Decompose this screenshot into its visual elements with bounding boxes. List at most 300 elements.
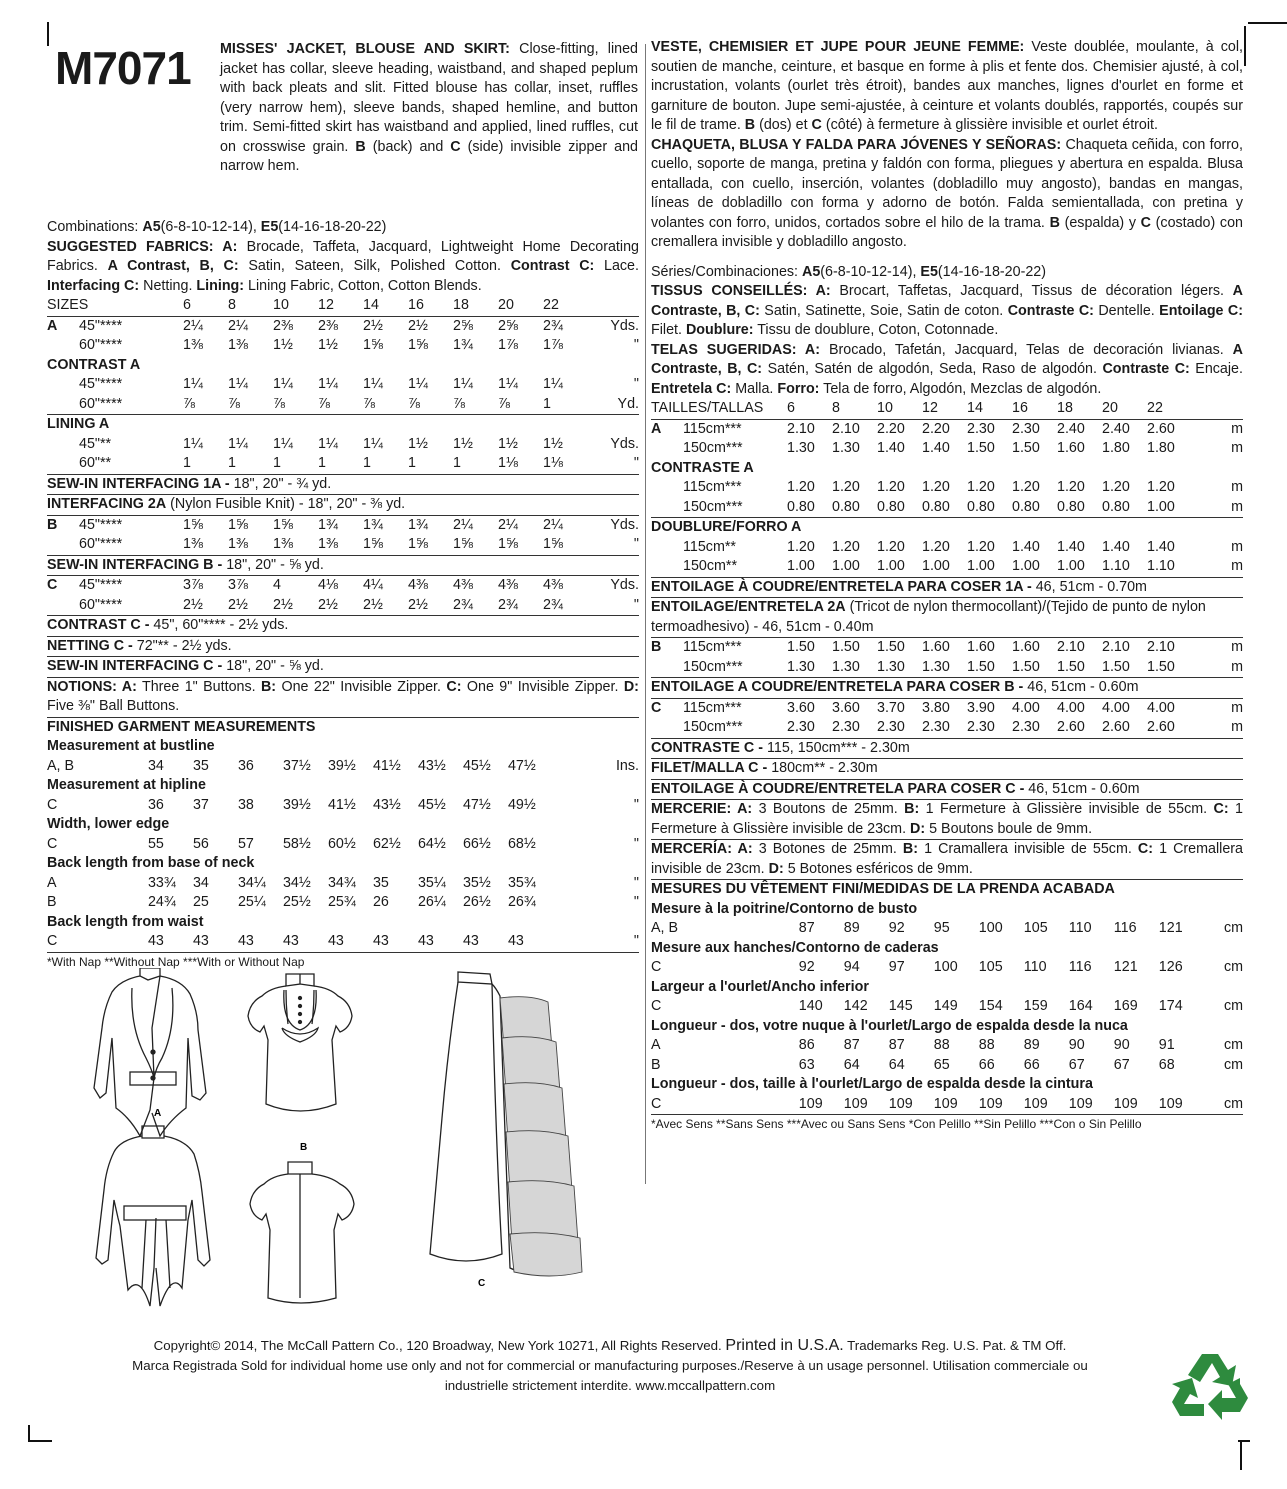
fabric-width: 115cm**	[683, 538, 736, 555]
value-cell: 47½	[507, 757, 536, 774]
row-label: A, B	[47, 757, 75, 774]
section-heading: Measurement at hipline	[47, 777, 206, 793]
value-cell: 1¾	[363, 516, 383, 533]
value-cell: 4⅜	[543, 577, 563, 593]
single-line-label: ENTOILAGE A COUDRE/ENTRETELA PARA COSER B -	[651, 679, 1024, 695]
value-cell: 1.60	[922, 639, 950, 655]
single-line-value: 180cm** - 2.30m	[767, 760, 878, 776]
single-line-cell	[651, 759, 1243, 780]
value-cell: 56	[192, 835, 209, 852]
value-cell: 1½	[453, 435, 473, 452]
value-cell: 25¼	[237, 894, 266, 910]
size-heading: 16	[1012, 400, 1028, 416]
table-row	[651, 439, 1243, 459]
value-cell: 169	[1113, 998, 1138, 1014]
value-cell: 109	[843, 1095, 868, 1112]
value-cell: 64	[843, 1056, 860, 1073]
value-cell: 2½	[408, 596, 428, 613]
value-cell: 1.40	[1102, 538, 1130, 555]
notions: NOTIONS: A: Three 1" Buttons. B: One 22" Invisible Zipper. C: One 9" Invisible Zipper. D: Five ⅜" Ball Buttons.	[47, 678, 639, 718]
section-heading: Width, lower edge	[47, 816, 170, 832]
value-cell: 55	[147, 835, 164, 852]
fabric-width: 45"****	[79, 516, 123, 533]
metrage-table	[651, 399, 1243, 800]
value-cell: 88	[933, 1037, 950, 1053]
crop-mark	[1248, 22, 1287, 24]
unit-cell: m	[1231, 719, 1243, 735]
row-label: A	[47, 317, 58, 334]
value-cell: 43	[237, 933, 254, 949]
single-line-value: 46, 51cm - 0.60m	[1024, 780, 1140, 797]
single-line-cell	[651, 678, 1243, 699]
value-cell: 109	[1113, 1095, 1138, 1112]
value-cell: 116	[1068, 959, 1092, 975]
value-cell: 1¼	[543, 376, 563, 392]
single-line-row	[47, 616, 639, 637]
value-cell: 35	[372, 874, 389, 891]
unit-cell: m	[1231, 558, 1243, 574]
value-cell: 1½	[273, 337, 293, 353]
single-line-value: 46, 51cm - 0.70m	[1031, 578, 1147, 595]
value-cell: 3⅞	[228, 577, 248, 593]
value-cell: 1¼	[273, 376, 293, 392]
value-cell: 121	[1113, 959, 1138, 975]
value-cell: 92	[888, 920, 905, 936]
value-cell: 1.00	[1012, 558, 1040, 574]
value-cell: 34	[192, 874, 209, 891]
value-cell: 1.00	[1147, 498, 1175, 515]
value-cell: 1.40	[922, 440, 950, 456]
sizes-label: SIZES	[47, 297, 89, 313]
suggested-fabrics: SUGGESTED FABRICS: A: Brocade, Taffeta, Jacquard, Lightweight Home Decorating Fabrics. A Contrast, B, C: Satin, Sateen, Silk, Polished Cotton. Contrast C: Lace. Interfacing C: Netting. Lining: Lining Fabric, Cotton, Cotton Blends.	[47, 238, 639, 294]
value-cell: 45½	[417, 796, 446, 813]
table-row	[47, 893, 639, 913]
size-heading: 10	[877, 400, 893, 416]
single-line-row	[651, 779, 1243, 800]
english-desc-text: Close-fitting, lined jacket has collar, sleeve heading, waistband, and shaped peplum with back pleats and slit. Fitted blouse has collar, inset, ruffles (very narrow hem), sleeve bands, shaped hemline, and button trim. Semi-fitted skirt has waistband and applied, lined ruffles, cut on crosswise grain.	[220, 41, 639, 155]
value-cell: 1.20	[832, 479, 860, 495]
value-cell: 1¾	[453, 337, 473, 353]
value-cell: 1⅜	[318, 536, 338, 552]
table-row	[47, 535, 639, 555]
value-cell: 1¼	[183, 376, 203, 392]
value-cell: 3⅞	[183, 577, 203, 593]
value-cell: 64	[888, 1056, 905, 1073]
table-row	[651, 718, 1243, 738]
value-cell: 109	[888, 1095, 913, 1112]
value-cell: 100	[978, 920, 1003, 936]
value-cell: 26½	[462, 894, 491, 910]
value-cell: 1	[273, 455, 281, 471]
row-label	[47, 596, 79, 616]
table-row	[47, 576, 639, 596]
unit-cell: "	[633, 894, 639, 910]
value-cell: 1½	[498, 435, 518, 452]
section-heading-row	[651, 518, 1243, 538]
jacket-a-back	[96, 1126, 210, 1306]
recycle-icon	[1170, 1350, 1250, 1422]
value-cell: 0.80	[787, 498, 815, 515]
section-heading: CONTRAST A	[47, 356, 141, 373]
value-cell: 1	[543, 395, 551, 412]
value-cell: 1⅝	[228, 516, 248, 533]
value-cell: 4⅜	[498, 577, 518, 593]
tissus-conseilles: TISSUS CONSEILLÉS: A: Brocart, Taffetas, Jacquard, Tissus de décoration légers. A Contraste, B, C: Satin, Satinette, Soie, Satin de coton. Contraste C: Dentelle. Entoilage C: Filet. Doublure: Tissu de doublure, Coton, Cotonnade.	[651, 283, 1243, 338]
fabric-width: 45"**	[79, 435, 112, 452]
fabric-width: 150cm***	[683, 440, 743, 456]
value-cell: 1.20	[832, 538, 860, 555]
table-row	[651, 919, 1243, 939]
value-cell: 2¼	[453, 516, 473, 533]
section-heading: Back length from base of neck	[47, 855, 255, 871]
fabric-width: 115cm***	[683, 699, 742, 716]
value-cell: 1¼	[183, 435, 203, 452]
unit-cell: cm	[1223, 1056, 1243, 1073]
single-line-row	[651, 598, 1243, 638]
value-cell: 1.20	[1102, 479, 1130, 495]
value-cell: 1⅝	[408, 337, 428, 353]
value-cell: 1.30	[922, 658, 950, 675]
size-heading: 22	[1147, 400, 1163, 416]
value-cell: 1⅜	[228, 536, 248, 552]
value-cell: 1	[453, 455, 461, 471]
value-cell: 1.80	[1102, 440, 1130, 456]
value-cell: 26	[372, 894, 389, 910]
value-cell: 88	[978, 1037, 995, 1053]
value-cell: 2¼	[183, 317, 203, 334]
value-cell: 3.60	[787, 699, 815, 716]
fabric-width: 115cm***	[683, 420, 742, 437]
size-heading: 18	[1057, 400, 1073, 416]
value-cell: 109	[933, 1095, 958, 1112]
fabric-width: 115cm***	[683, 479, 742, 495]
section-heading-row	[47, 415, 639, 435]
value-cell: 2⅜	[273, 317, 293, 334]
finished-measurements-table	[47, 737, 639, 953]
value-cell: 145	[888, 998, 913, 1014]
unit-cell: Yds.	[610, 577, 639, 593]
unit-cell: "	[633, 933, 639, 949]
value-cell: 2⅝	[498, 317, 518, 334]
size-heading: 14	[967, 400, 983, 416]
row-label	[47, 395, 79, 415]
value-cell: 1	[228, 455, 236, 471]
value-cell: 1.00	[877, 558, 905, 574]
value-cell: 164	[1068, 998, 1093, 1014]
row-label: B	[651, 639, 662, 655]
view-b-ref: B	[355, 138, 366, 155]
value-cell: 1.20	[787, 479, 815, 495]
row-label	[651, 658, 683, 678]
value-cell: 2½	[318, 596, 338, 613]
value-cell: 89	[1023, 1037, 1040, 1053]
value-cell: 1.30	[787, 658, 815, 675]
value-cell: 2¾	[543, 596, 563, 613]
row-label: B	[651, 1056, 661, 1073]
value-cell: 37½	[282, 757, 311, 774]
value-cell: 2½	[228, 596, 248, 613]
value-cell: 1⅝	[543, 536, 563, 552]
fabric-width: 45"****	[79, 577, 123, 593]
value-cell: 2.10	[1102, 639, 1130, 655]
value-cell: 109	[1158, 1095, 1183, 1112]
value-cell: 4	[273, 577, 281, 593]
value-cell: 1¼	[318, 435, 338, 452]
blouse-b-back	[250, 1162, 354, 1303]
value-cell: 2.40	[1057, 420, 1085, 437]
unit-cell: cm	[1223, 1037, 1243, 1053]
value-cell: 0.80	[1057, 498, 1085, 515]
value-cell: ⅞	[183, 395, 195, 412]
value-cell: 1⅝	[408, 536, 428, 552]
value-cell: 1.00	[787, 558, 815, 574]
value-cell: 26¼	[417, 894, 446, 910]
value-cell: 36	[147, 796, 164, 813]
section-heading-row	[651, 1075, 1243, 1095]
sizes-header-row	[651, 399, 1243, 419]
value-cell: 105	[1023, 920, 1048, 936]
size-heading: 16	[408, 297, 424, 313]
section-heading: Largeur a l'ourlet/Ancho inferior	[651, 978, 869, 995]
garment-sketches	[90, 968, 610, 1318]
table-row	[47, 435, 639, 455]
table-row	[651, 538, 1243, 558]
value-cell: 2.60	[1102, 719, 1130, 735]
telas-sugeridas: TELAS SUGERIDAS: A: Brocado, Tafetán, Jacquard, Telas de decoración livianas. A Contraste, B, C: Satén, Satén de algodón, Seda, Raso de algodón. Contraste C: Encaje. Entretela C: Malla. Forro: Tela de forro, Algodón, Mezclas de algodón.	[651, 341, 1243, 397]
single-line-label: ENTOILAGE/ENTRETELA 2A	[651, 599, 846, 615]
row-label: A, B	[651, 920, 679, 936]
unit-cell: Yds.	[610, 435, 639, 452]
table-row	[651, 698, 1243, 718]
value-cell: 4.00	[1012, 699, 1040, 716]
row-label: C	[651, 1095, 662, 1112]
value-cell: 109	[798, 1095, 823, 1112]
single-line-cell	[47, 495, 639, 516]
unit-cell: "	[633, 835, 639, 852]
single-line-row	[47, 657, 639, 678]
unit-cell: Yd.	[617, 395, 639, 412]
value-cell: 66	[978, 1056, 995, 1073]
fabric-width: 150cm***	[683, 719, 743, 735]
section-heading-row	[651, 900, 1243, 920]
sizes-label: TAILLES/TALLAS	[651, 400, 764, 416]
value-cell: 1.50	[832, 639, 860, 655]
value-cell: 2.30	[832, 719, 860, 735]
value-cell: 2½	[183, 596, 203, 613]
unit-cell: m	[1231, 498, 1243, 515]
single-line-label: SEW-IN INTERFACING C -	[47, 658, 223, 674]
value-cell: 25¾	[327, 894, 356, 910]
value-cell: 2½	[408, 317, 428, 334]
table-row	[651, 419, 1243, 439]
table-row	[47, 596, 639, 616]
value-cell: 1¼	[228, 376, 248, 392]
value-cell: 2.40	[1102, 420, 1130, 437]
value-cell: 1¼	[363, 435, 383, 452]
table-row	[47, 375, 639, 395]
fabric-width: 60"****	[79, 596, 123, 613]
unit-cell: m	[1231, 658, 1243, 675]
table-row	[651, 478, 1243, 498]
row-label	[47, 375, 79, 395]
single-line-value: 72"** - 2½ yds.	[132, 637, 232, 654]
value-cell: 3.60	[832, 699, 860, 716]
size-heading: 20	[1102, 400, 1118, 416]
value-cell: 1¾	[318, 516, 338, 533]
unit-cell: Ins.	[615, 757, 639, 774]
merceria: MERCERÍA: A: 3 Botones de 25mm. B: 1 Cramallera invisible de 55cm. C: 1 Cremallera invisible de 23cm. D: 5 Botones esféricos de 9mm.	[651, 840, 1243, 880]
value-cell: 154	[978, 998, 1003, 1014]
value-cell: 2.20	[922, 420, 950, 437]
value-cell: ⅞	[273, 395, 285, 412]
value-cell: 1⅜	[273, 536, 293, 552]
value-cell: 63	[798, 1056, 815, 1073]
section-heading-row	[47, 356, 639, 376]
size-heading: 8	[832, 400, 840, 416]
value-cell: 1.50	[967, 440, 995, 456]
unit-cell: m	[1231, 538, 1243, 555]
row-label	[651, 439, 683, 459]
value-cell: 1.60	[967, 639, 995, 655]
desc-tail-1: (back) and	[372, 138, 444, 155]
single-line-label: SEW-IN INTERFACING 1A -	[47, 475, 230, 492]
section-heading: Longueur - dos, votre nuque à l'ourlet/Largo de espalda desde la nuca	[651, 1017, 1128, 1034]
value-cell: 0.80	[1102, 498, 1130, 515]
value-cell: 24¾	[147, 894, 176, 910]
fabric-width: 60"**	[79, 455, 112, 471]
table-row	[47, 515, 639, 535]
unit-cell: cm	[1223, 920, 1243, 936]
section-heading-row	[47, 737, 639, 757]
value-cell: 1.30	[832, 658, 860, 675]
unit-cell: "	[633, 376, 639, 392]
value-cell: 43	[507, 933, 524, 949]
value-cell: 87	[798, 920, 815, 936]
value-cell: 45½	[462, 757, 491, 774]
mercerie: MERCERIE: A: 3 Boutons de 25mm. B: 1 Fermeture à Glissière invisible de 55cm. C: 1 Fermeture à Glissière invisible de 23cm. D: 5 Boutons boule de 9mm.	[651, 800, 1243, 840]
value-cell: 2.10	[832, 420, 860, 437]
single-line-cell	[651, 738, 1243, 759]
value-cell: 94	[843, 959, 860, 975]
value-cell: 1½	[543, 435, 563, 452]
fabric-width: 60"****	[79, 337, 123, 353]
value-cell: 1⅝	[183, 516, 203, 533]
row-label	[651, 718, 683, 738]
value-cell: 34½	[282, 874, 311, 891]
single-line-label: CONTRAST C -	[47, 617, 150, 633]
single-line-cell	[47, 555, 639, 576]
single-line-label: NETTING C -	[47, 637, 133, 654]
value-cell: 159	[1023, 998, 1048, 1014]
jacket-a-front	[94, 968, 206, 1136]
size-heading: 6	[787, 400, 795, 416]
value-cell: 2½	[363, 596, 383, 613]
section-heading-row	[47, 854, 639, 874]
value-cell: 4⅜	[453, 577, 473, 593]
value-cell: 2.30	[877, 719, 905, 735]
row-label: C	[651, 699, 662, 716]
single-line-label: INTERFACING 2A	[47, 496, 167, 512]
value-cell: 1.40	[1012, 538, 1040, 555]
value-cell: 1.30	[787, 440, 815, 456]
unit-cell: m	[1231, 639, 1243, 655]
value-cell: 2⅝	[453, 317, 473, 334]
value-cell: 67	[1113, 1056, 1130, 1073]
single-line-value: (Tricot de nylon thermocollant)/(Tejido de punto de nylon termoadhesivo) - 46, 51cm - 0.40m	[651, 599, 1206, 635]
value-cell: 68	[1158, 1056, 1175, 1073]
series-combinaciones: Séries/Combinaciones: A5(6-8-10-12-14), E5(14-16-18-20-22)	[651, 263, 1047, 280]
crop-mark	[1240, 1440, 1242, 1470]
value-cell: 2.60	[1147, 420, 1175, 437]
size-heading: 12	[922, 400, 938, 416]
value-cell: 90	[1113, 1037, 1130, 1053]
website-line: industrielle strictement interdite. www.mccallpattern.com	[444, 1378, 776, 1393]
value-cell: 66	[1023, 1056, 1040, 1073]
crop-mark	[28, 1425, 30, 1441]
value-cell: 43	[462, 933, 479, 949]
value-cell: 34	[147, 757, 164, 774]
value-cell: 95	[933, 920, 950, 936]
value-cell: 1¼	[228, 435, 248, 452]
yardage-table	[47, 296, 639, 678]
value-cell: 1.30	[877, 658, 905, 675]
table-row	[651, 638, 1243, 658]
value-cell: 43½	[417, 757, 446, 774]
value-cell: 1⅞	[498, 337, 518, 353]
value-cell: 1	[408, 455, 416, 471]
table-row	[47, 932, 639, 952]
value-cell: 92	[798, 959, 815, 975]
value-cell: 34¾	[327, 874, 356, 891]
value-cell: 142	[843, 998, 868, 1014]
value-cell: 1¼	[498, 376, 518, 392]
value-cell: 2¼	[228, 317, 248, 334]
value-cell: 2¾	[498, 596, 518, 613]
row-label	[651, 538, 683, 558]
value-cell: 1⅜	[183, 337, 203, 353]
fabric-width: 150cm***	[683, 498, 743, 515]
value-cell: 34¼	[237, 874, 266, 891]
fabric-width: 45"****	[79, 317, 123, 334]
value-cell: 110	[1068, 920, 1092, 936]
value-cell: 47½	[462, 796, 491, 813]
value-cell: 4.00	[1102, 699, 1130, 716]
value-cell: 1¼	[363, 376, 383, 392]
value-cell: 4.00	[1147, 699, 1175, 716]
value-cell: 0.80	[832, 498, 860, 515]
table-row	[651, 498, 1243, 518]
sizes-header-row	[47, 296, 639, 316]
pattern-code: M7071	[55, 42, 191, 94]
value-cell: 2.10	[1147, 639, 1175, 655]
unit-cell: m	[1231, 420, 1243, 437]
value-cell: 2½	[273, 596, 293, 613]
size-heading: 14	[363, 297, 379, 313]
value-cell: 60½	[327, 835, 356, 852]
value-cell: 1.20	[922, 479, 950, 495]
value-cell: 1¼	[408, 376, 428, 392]
single-line-value: 18", 20" - ¾ yd.	[229, 475, 332, 492]
value-cell: 35½	[462, 874, 491, 891]
value-cell: 37	[192, 796, 209, 813]
table-row	[651, 658, 1243, 678]
value-cell: 1.80	[1147, 440, 1175, 456]
row-label: A	[651, 1037, 661, 1053]
value-cell: 2½	[363, 317, 383, 334]
value-cell: 1⅝	[363, 337, 383, 353]
unit-cell: "	[633, 536, 639, 552]
value-cell: 35¾	[507, 874, 536, 891]
